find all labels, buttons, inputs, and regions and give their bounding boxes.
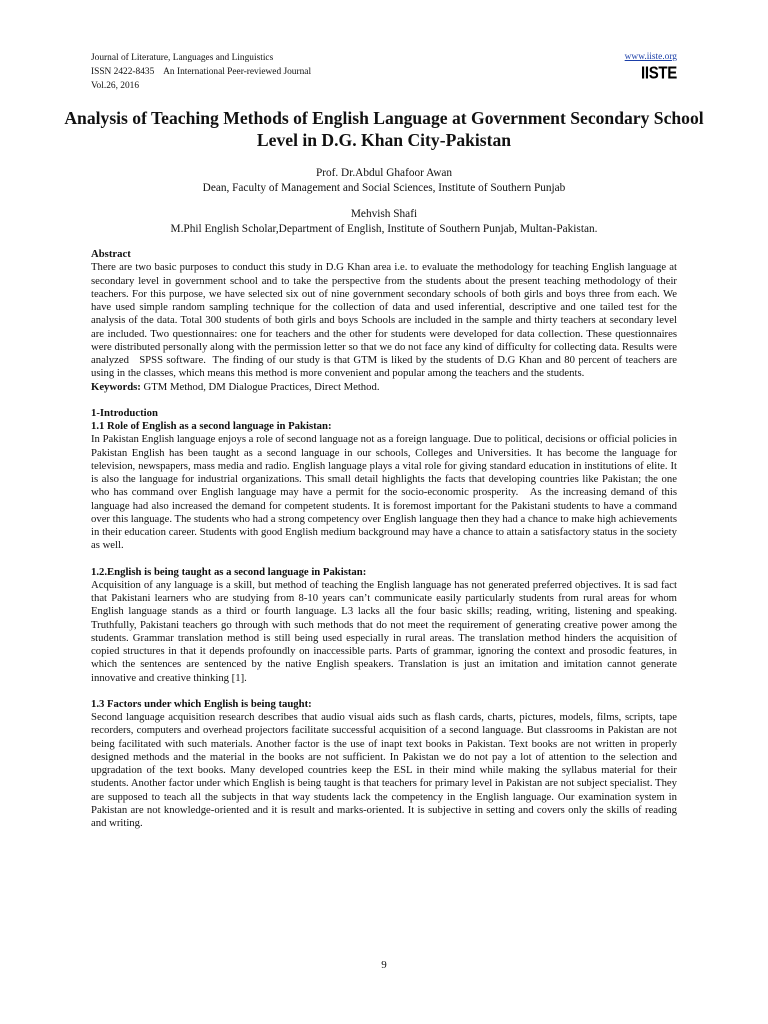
spacer bbox=[91, 553, 677, 566]
section-paragraph: Second language acquisition research describes that audio visual aids such as flash cards, charts, pictures, models, films, scripts, tape recorders, computers and overhead projectors facilitate successful acquisition of a second language. But classrooms in Pakistan are not being facilitated with such materials. Another factor is the use of inapt text books in Pakistan. Text books are not written in properly designed methods and the material in the books are not sufficient. In Pakistan we do not pay a lot of attention to the selection and upgradation of the text books. Many developed countries keep the ESL in their mind while making the syllabus material for their students. Another factor under which English is being taught is that teachers for primary level in Pakistan are not subject specialist. They are supposed to teach all the subjects in that way students lack the competency in the English language. Our examination system in Pakistan are not knowledge-oriented and it is result and marks-oriented. It is subjective in setting and covers only the skills of reading and writing. bbox=[91, 711, 677, 829]
journal-info bbox=[91, 51, 311, 93]
spacer bbox=[91, 394, 677, 407]
abstract-heading: Abstract bbox=[91, 248, 131, 260]
keywords-label: Keywords: bbox=[91, 380, 141, 393]
iiste-logo-icon: IISTE bbox=[640, 63, 677, 84]
author-affiliation: M.Phil English Scholar,Department of English, Institute of Southern Punjab, Multan-Pakistan. bbox=[170, 222, 598, 235]
keywords-line bbox=[91, 381, 677, 394]
paper-body bbox=[91, 248, 680, 830]
subsection-heading: 1.3 Factors under which English is being taught: bbox=[91, 697, 312, 710]
journal-name: Journal of Literature, Languages and Linguistics bbox=[91, 53, 274, 63]
header-right bbox=[625, 51, 677, 83]
spacer bbox=[91, 685, 677, 698]
page-number: 9 bbox=[381, 959, 387, 971]
issn-line: ISSN 2422-8435 An International Peer-reviewed Journal bbox=[91, 67, 312, 77]
paper-title: Analysis of Teaching Methods of English Language at Government Secondary School Level in D.G. Khan City-Pakistan bbox=[64, 108, 704, 150]
author-affiliation: Dean, Faculty of Management and Social Sciences, Institute of Southern Punjab bbox=[202, 181, 566, 194]
author-block-2 bbox=[60, 207, 708, 236]
section-paragraph: Acquisition of any language is a skill, but method of teaching the English language has not generated preferred objectives. It is sad fact that Pakistani learners who are studying from 8-10 years can’t communicate easily particularly students from rural areas for whom English language stands as a third or fourth language. L3 lacks all the four basic skills; reading, writing, listening and speaking. Truthfully, Pakistani teachers go through with such methods that do not meet the requirement of generating creative power among the students. Grammar translation method is still being used especially in rural areas. The translation method hinders the acquisition of copied structures in that it depends profoundly on inaccessible parts. Parts of grammar, ignoring the context and prosodic features, in which the sentences are sentenced by the native English speakers. Translation is just an imitation and imitation cannot generate innovative and creative thinking [1]. bbox=[91, 578, 677, 684]
author-block-1 bbox=[60, 166, 708, 195]
abstract-text: There are two basic purposes to conduct this study in D.G Khan area i.e. to evaluate the methodology for teaching English language at secondary level in government school and to take the perspective from the students about the present teaching methodology of their teachers. For this purpose, we have selected six out of nine government secondary schools of both girls and boys three from each. We have used simple random sampling technique for the collection of data and used inferential, descriptive and one tailed test for the analysis of the data. Total 300 students of both girls and boys Schools are included in the sample and thirty teachers at secondary level are included. Two questionnaires: one for teachers and the other for students were developed for data collection. These questionnaires were distributed personally along with the permission letter so that we do not face any kind of difficulty for collecting data. Results were analyzed SPSS software. The finding of our study is that GTM is liked by the students of D.G Khan and 80 percent of teachers are using in the classes, which means this method is more convenient and popular among the teachers and the students. bbox=[91, 261, 680, 380]
subsection-heading: 1.1 Role of English as a second language in Pakistan: bbox=[91, 420, 332, 432]
volume-line: Vol.26, 2016 bbox=[91, 81, 140, 91]
running-header bbox=[91, 51, 677, 97]
section-heading: 1-Introduction bbox=[91, 406, 158, 419]
author-name: Prof. Dr.Abdul Ghafoor Awan bbox=[315, 167, 453, 179]
subsection-heading: 1.2.English is being taught as a second language in Pakistan: bbox=[91, 565, 367, 578]
author-name: Mehvish Shafi bbox=[350, 208, 418, 220]
section-paragraph: In Pakistan English language enjoys a role of second language not as a foreign language. Due to political, decisions or official policies in Pakistan English has been taught as a second language in our schools, Colleges and Universities. It has become the language for television, newspapers, mass media and radio. English language plays a vital role for giving standard education in institutions of elite. It is also the language for industrial organizations. This small detail highlights the facts that developing countries like Pakistan; the one who has command over English language may have a permit for the socio-economic prosperity. As the increasing demand of this language had also increased the demand for competent students. It is foremost important for the Pakistani students to have a command over this language. The students who had a strong competency over English language then they had a chance to make high achievements in their education career. Students with good English medium background may have a chance to attain a satisfactory status in the society as well. bbox=[91, 433, 680, 552]
keywords-text: GTM Method, DM Dialogue Practices, Direct Method. bbox=[140, 380, 380, 393]
journal-url-link[interactable]: www.iiste.org bbox=[624, 52, 677, 62]
